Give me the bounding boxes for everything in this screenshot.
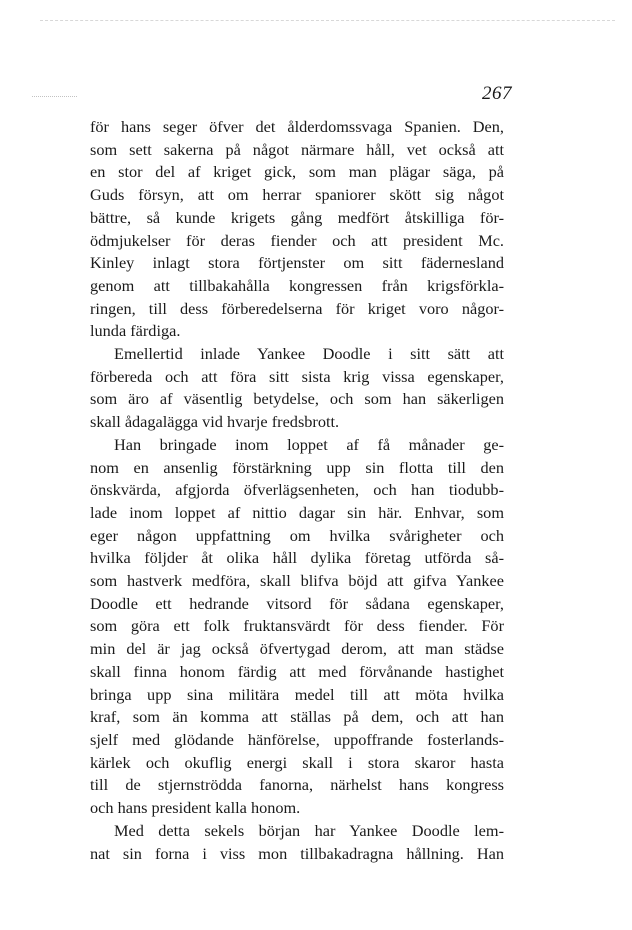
text-line: sjelf med glödande hänförelse, uppoffrande fosterlands- (90, 729, 504, 749)
text-line: som sett sakerna på något närmare håll, vet också att (90, 139, 504, 159)
text-line: Kinley inlagt stora förtjenster om sitt fädernesland (90, 253, 504, 273)
text-line: min del är jag också öfvertygad derom, att man städse (90, 639, 504, 659)
page-number: 267 (482, 83, 512, 104)
text-line: önskvärda, afgjorda öfverlägsenheten, och han tiodubb- (90, 480, 504, 500)
text-line: skall finna honom färdig att med förvånande hastighet (90, 661, 504, 681)
text-line: som äro af väsentlig betydelse, och som han säkerligen (90, 389, 504, 409)
text-line: och hans president kalla honom. (90, 798, 301, 818)
text-line: Doodle ett hedrande vitsord för sådana egenskaper, (90, 593, 504, 613)
text-line: bringa upp sina militära medel till att möta hvilka (90, 684, 504, 704)
text-line: som hastverk medföra, skall blifva böjd att gifva Yankee (90, 571, 504, 591)
paragraph (90, 343, 504, 434)
text-line: kärlek och okuflig energi skall i stora skaror hasta (90, 752, 504, 772)
text-line: lunda färdiga. (90, 321, 181, 341)
text-line: hvilka följder åt olika håll dylika företag utförda så- (90, 548, 504, 568)
paragraph (90, 434, 504, 820)
text-line: nat sin forna i viss mon tillbakadragna hållning. Han (90, 843, 504, 863)
text-line: bättre, så kunde krigets gång medfört åtskilliga för- (90, 207, 504, 227)
paragraph (90, 116, 504, 343)
top-edge-mark (40, 20, 615, 22)
text-line: genom att tillbakahålla kongressen från krigsförkla- (90, 275, 504, 295)
text-line: förbereda och att föra sitt sista krig vissa egenskaper, (90, 366, 504, 386)
text-line: till de stjernströdda fanorna, närhelst hans kongress (90, 775, 504, 795)
margin-specks (32, 96, 77, 103)
paragraph (90, 820, 504, 865)
text-line: lade inom loppet af nittio dagar sin här. Enhvar, som (90, 502, 504, 522)
text-line: Guds försyn, att om herrar spaniorer skött sig något (90, 185, 504, 205)
text-line: skall ådagalägga vid hvarje fredsbrott. (90, 412, 340, 432)
text-line: nom en ansenlig förstärkning upp sin flotta till den (90, 457, 504, 477)
text-line: som göra ett folk fruktansvärdt för dess fiender. För (90, 616, 504, 636)
text-line: Emellertid inlade Yankee Doodle i sitt sätt att (114, 344, 504, 364)
body-text (90, 116, 504, 865)
text-line: ödmjukelser för deras fiender och att president Mc. (90, 230, 504, 250)
text-line: Med detta sekels början har Yankee Doodle lem- (114, 820, 504, 840)
text-line: kraf, som än komma att ställas på dem, och att han (90, 707, 504, 727)
text-line: eger någon uppfattning om hvilka svårigheter och (90, 525, 504, 545)
text-line: en stor del af kriget gick, som man plägar säga, på (90, 162, 504, 182)
text-line: ringen, till dess förberedelserna för kriget voro någor- (90, 298, 504, 318)
text-line: för hans seger öfver det ålderdomssvaga Spanien. Den, (90, 117, 504, 136)
text-line: Han bringade inom loppet af få månader ge- (114, 434, 504, 454)
